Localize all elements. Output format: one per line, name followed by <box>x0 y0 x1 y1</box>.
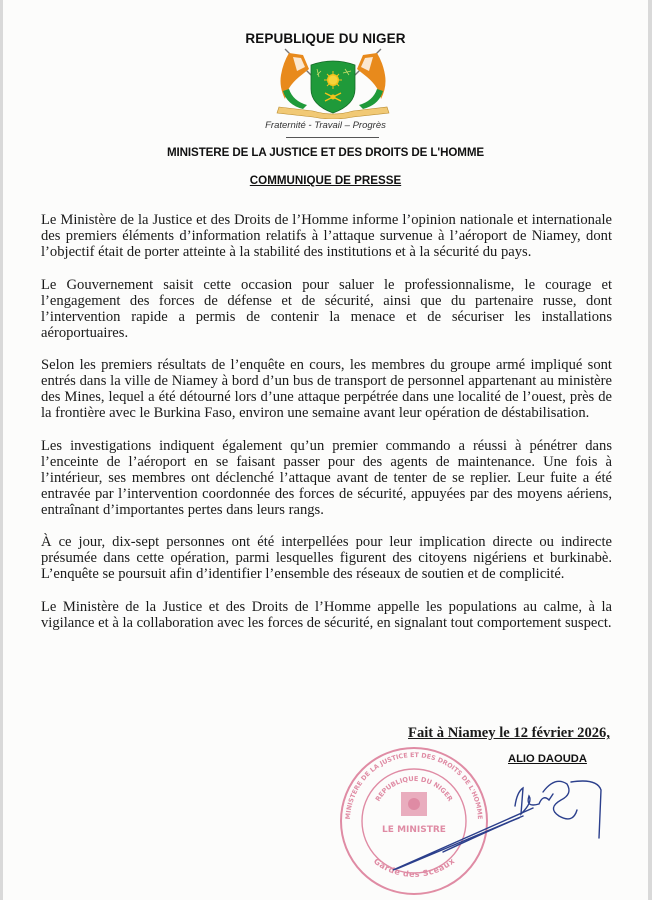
ministry-heading: MINISTERE DE LA JUSTICE ET DES DROITS DE L'HOMME <box>166 146 485 159</box>
stamp-inner-text: REPUBLIQUE DU NIGER <box>373 774 455 803</box>
motto: Fraternité - Travail – Progrès <box>265 120 386 131</box>
country-heading: REPUBLIQUE DU NIGER <box>245 31 406 46</box>
paragraph-appeal: Le Ministère de la Justice et des Droits de l’Homme appelle les populations au calme, à la vigilance et à la collaboration avec les forces de sécurité, en signalant tout comportement suspect. <box>41 598 612 631</box>
motto-divider <box>286 137 379 138</box>
niger-coat-of-arms-icon <box>273 47 393 119</box>
press-release-body <box>41 212 612 647</box>
paragraph-investigation: Selon les premiers résultats de l’enquête en cours, les membres du groupe armé impliqué sont entrés dans la ville de Niamey à bord d’un bus de transport de personnel appartenant au ministère des Mines, lequel a été détourné lors d’une attaque perpétrée dans une localité de l’ouest, près de la frontière avec le Burkina Faso, environ une semaine avant leur opération de déstabilisation. <box>41 357 612 421</box>
stamp-center-text: LE MINISTRE <box>382 825 446 835</box>
handwritten-signature-icon <box>383 772 623 882</box>
document-page <box>3 0 648 900</box>
signatory-name: ALIO DAOUDA <box>508 753 587 765</box>
paragraph-commando: Les investigations indiquent également qu’un premier commando a réussi à pénétrer dans l’enceinte de l’aéroport en se faisant passer pour des agents de maintenance. Une fois à l’intérieur, ses membres ont déclenché l’attaque avant de tenter de se replier. Leur fuite a été entravée par l’intervention coordonnée des forces de sécurité, appuyées par des moyens aériens, entraînant d’importantes pertes dans leurs rangs. <box>41 437 612 518</box>
stamp-outer-text: MINISTERE DE LA JUSTICE ET DES DROITS DE L'HOMME <box>343 750 485 820</box>
place-date: Fait à Niamey le 12 février 2026, <box>408 725 610 741</box>
stamp-bottom-text: Garde des Sceaux <box>372 856 456 879</box>
paragraph-intro: Le Ministère de la Justice et des Droits de l’Homme informe l’opinion nationale et internationale des premiers éléments d’information relatifs à l’attaque survenue à l’aéroport de Niamey, dont l’objectif était de porter atteinte à la stabilité des institutions et à la sécurité du pays. <box>41 212 612 260</box>
paragraph-gratitude: Le Gouvernement saisit cette occasion pour saluer le professionnalisme, le courage et l’engagement des forces de défense et de sécurité, ainsi que du partenaire russe, dont l’intervention rapide a permis de contenir la menace et de sécuriser les installations aéroportuaires. <box>41 276 612 341</box>
paragraph-arrests: À ce jour, dix-sept personnes ont été interpellées pour leur implication directe ou indirecte présumée dans cette opération, parmi lesquelles figurent des citoyens nigériens et burkinabè. L’enquête se poursuit afin d’identifier l’ensemble des réseaux de soutien et de complicité. <box>41 534 612 582</box>
document-title: COMMUNIQUE DE PRESSE <box>249 174 402 187</box>
